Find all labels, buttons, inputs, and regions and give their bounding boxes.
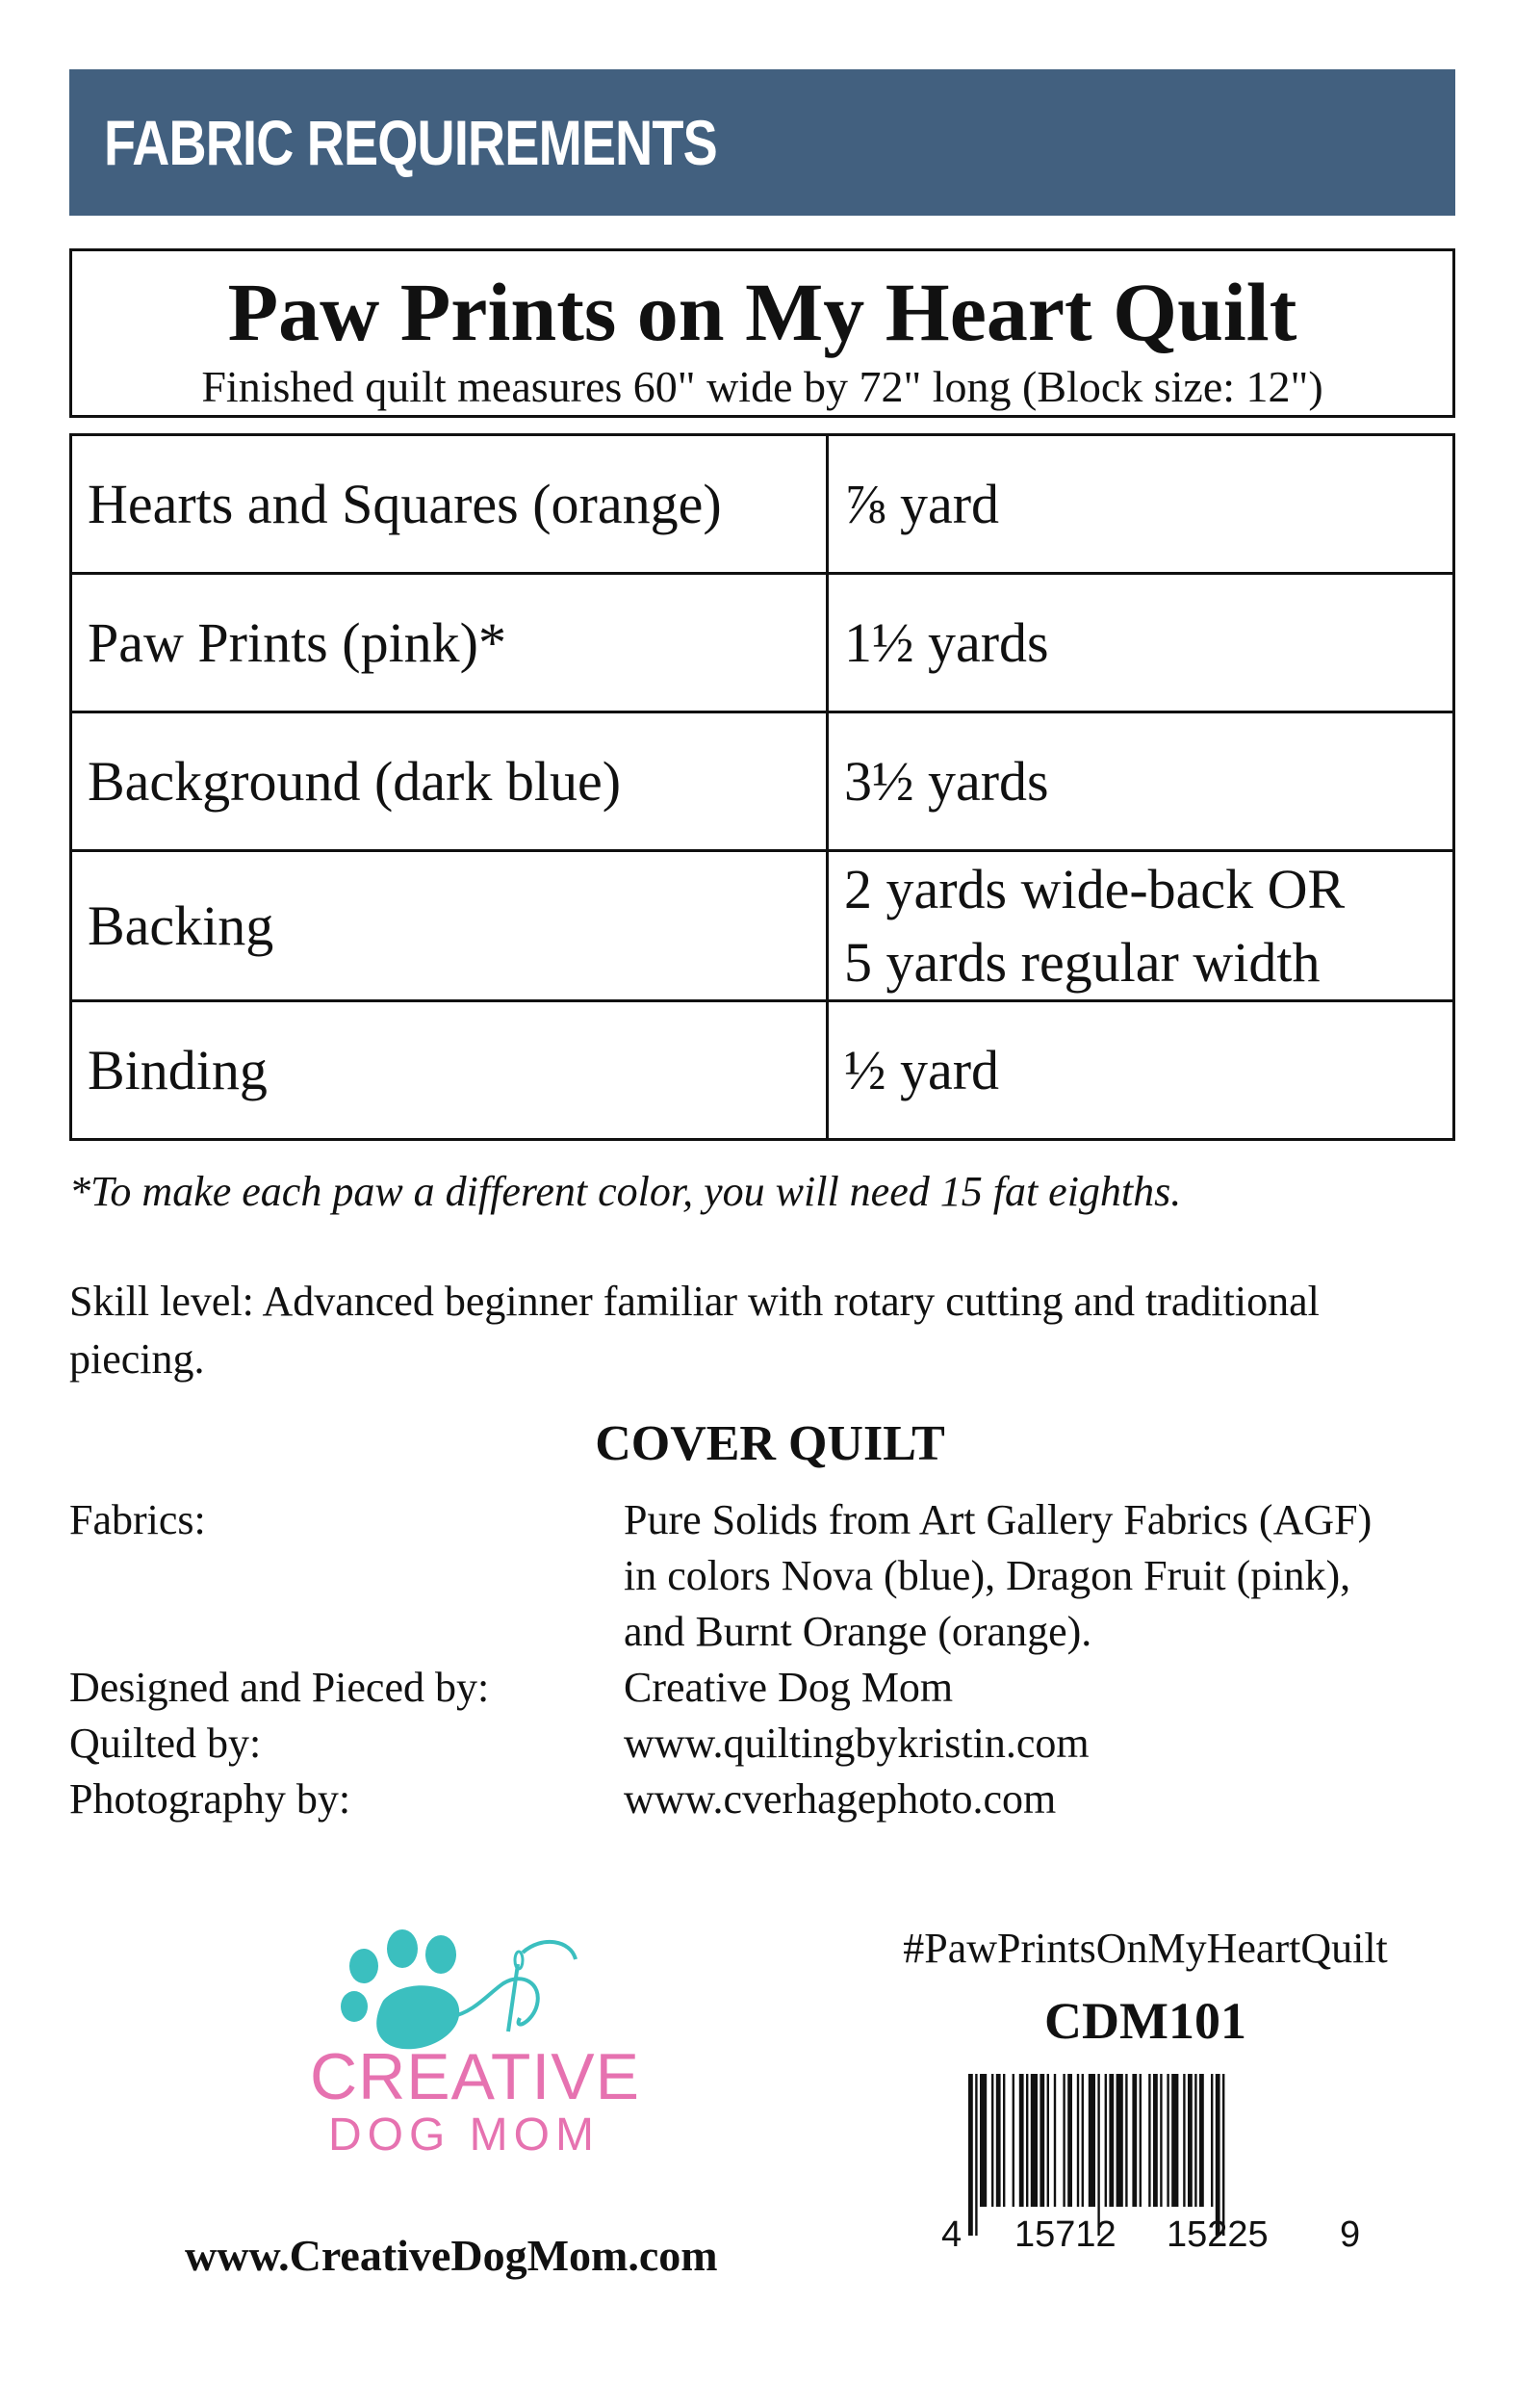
- barcode-bar: [1089, 2074, 1095, 2207]
- barcode-bar: [1160, 2074, 1162, 2207]
- barcode-bar: [1167, 2074, 1168, 2207]
- header-title: FABRIC REQUIREMENTS: [104, 107, 717, 178]
- barcode-bar: [1199, 2074, 1204, 2207]
- logo-text-dog-mom: DOG MOM: [328, 2109, 600, 2161]
- logo-text-creative: CREATIVE: [310, 2040, 641, 2113]
- table-row: [71, 435, 1454, 574]
- barcode-bar: [975, 2074, 977, 2236]
- barcode-bar: [1116, 2074, 1123, 2207]
- barcode-digit: 9: [1340, 2214, 1361, 2255]
- designed-value: Creative Dog Mom: [624, 1664, 954, 1711]
- barcode-digits: 15225: [1167, 2214, 1269, 2255]
- barcode-bar: [1063, 2074, 1065, 2207]
- quilt-title: Paw Prints on My Heart Quilt: [227, 266, 1297, 358]
- fabric-item: Background (dark blue): [71, 712, 828, 851]
- barcode-bar: [1077, 2074, 1079, 2207]
- barcode-bar: [1222, 2074, 1224, 2236]
- barcode-bar: [1082, 2074, 1084, 2207]
- fabrics-line: Pure Solids from Art Gallery Fabrics (AGF): [624, 1496, 1373, 1543]
- barcode-bar: [991, 2074, 993, 2207]
- barcode-bar: [1003, 2074, 1005, 2207]
- fabric-amount: ½ yard: [828, 1001, 1454, 1140]
- barcode-bar: [1031, 2074, 1038, 2207]
- barcode-bar: [1067, 2074, 1072, 2207]
- barcode-bar: [1054, 2074, 1056, 2207]
- fabric-amount-line: 5 yards regular width: [844, 930, 1321, 994]
- website-link[interactable]: www.CreativeDogMom.com: [185, 2231, 718, 2280]
- designed-label: Designed and Pieced by:: [69, 1664, 490, 1711]
- cover-quilt-heading: COVER QUILT: [595, 1416, 945, 1471]
- table-row: [71, 574, 1454, 712]
- barcode-bar: [1026, 2074, 1028, 2207]
- fabric-amount-line: 2 yards wide-back OR: [844, 857, 1346, 920]
- quilted-value: www.quiltingbykristin.com: [624, 1720, 1090, 1767]
- fabric-requirements-table: [69, 433, 1455, 1141]
- barcode-bar: [1171, 2074, 1178, 2207]
- barcode-bar: [1132, 2074, 1137, 2207]
- fabric-item: Hearts and Squares (orange): [71, 435, 828, 574]
- fabrics-line: and Burnt Orange (orange).: [624, 1608, 1092, 1655]
- barcode-bar: [1140, 2074, 1142, 2207]
- barcode-bar: [1183, 2074, 1185, 2207]
- barcode-bar: [980, 2074, 987, 2207]
- footnote: *To make each paw a different color, you will need 15 fat eighths.: [69, 1168, 1182, 1215]
- barcode-digits: 15712: [1014, 2214, 1116, 2255]
- fabric-amount: 3½ yards: [828, 712, 1454, 851]
- fabric-item: Backing: [71, 851, 828, 1001]
- fabrics-label: Fabrics:: [69, 1496, 206, 1543]
- barcode-bar: [1105, 2074, 1107, 2207]
- quilted-label: Quilted by:: [69, 1720, 262, 1767]
- barcode-bar: [1148, 2074, 1150, 2207]
- fabric-amount: 1½ yards: [828, 574, 1454, 712]
- barcode-bar: [996, 2074, 1001, 2207]
- fabric-item: Paw Prints (pink)*: [71, 574, 828, 712]
- barcode-bar: [1216, 2074, 1220, 2236]
- fabrics-line: in colors Nova (blue), Dragon Fruit (pink),: [624, 1552, 1351, 1599]
- table-row: [71, 1001, 1454, 1140]
- barcode-bar: [1125, 2074, 1127, 2207]
- fabrics-value: [624, 1492, 1372, 1660]
- barcode-bar: [1097, 2074, 1099, 2236]
- header-banner: [69, 69, 1455, 216]
- barcode-bar: [1019, 2074, 1024, 2207]
- quilt-title-box: [69, 248, 1455, 418]
- fabric-amount: [828, 851, 1454, 1001]
- barcode-bar: [1194, 2074, 1196, 2207]
- barcode-bar: [1211, 2074, 1213, 2207]
- barcode-bar: [968, 2074, 973, 2236]
- barcode-bar: [1109, 2074, 1114, 2207]
- hashtag: #PawPrintsOnMyHeartQuilt: [903, 1925, 1388, 1972]
- fabric-amount: ⅞ yard: [828, 435, 1454, 574]
- skill-level: Skill level: Advanced beginner familiar with rotary cutting and traditional piecing.: [69, 1278, 1320, 1383]
- barcode-bar: [1013, 2074, 1014, 2207]
- photography-label: Photography by:: [69, 1775, 351, 1823]
- barcode-bar: [1047, 2074, 1049, 2207]
- product-code: CDM101: [1044, 1992, 1246, 2050]
- quilt-subtitle: Finished quilt measures 60" wide by 72" long (Block size: 12"): [201, 362, 1323, 411]
- barcode-bar: [1040, 2074, 1044, 2207]
- barcode-bar: [1188, 2074, 1193, 2207]
- photography-value: www.cverhagephoto.com: [624, 1775, 1057, 1823]
- table-row: [71, 712, 1454, 851]
- barcode: [966, 2074, 1332, 2236]
- table-row: [71, 851, 1454, 1001]
- barcode-digit: 4: [941, 2214, 962, 2255]
- barcode-bar: [1153, 2074, 1158, 2207]
- fabric-item: Binding: [71, 1001, 828, 1140]
